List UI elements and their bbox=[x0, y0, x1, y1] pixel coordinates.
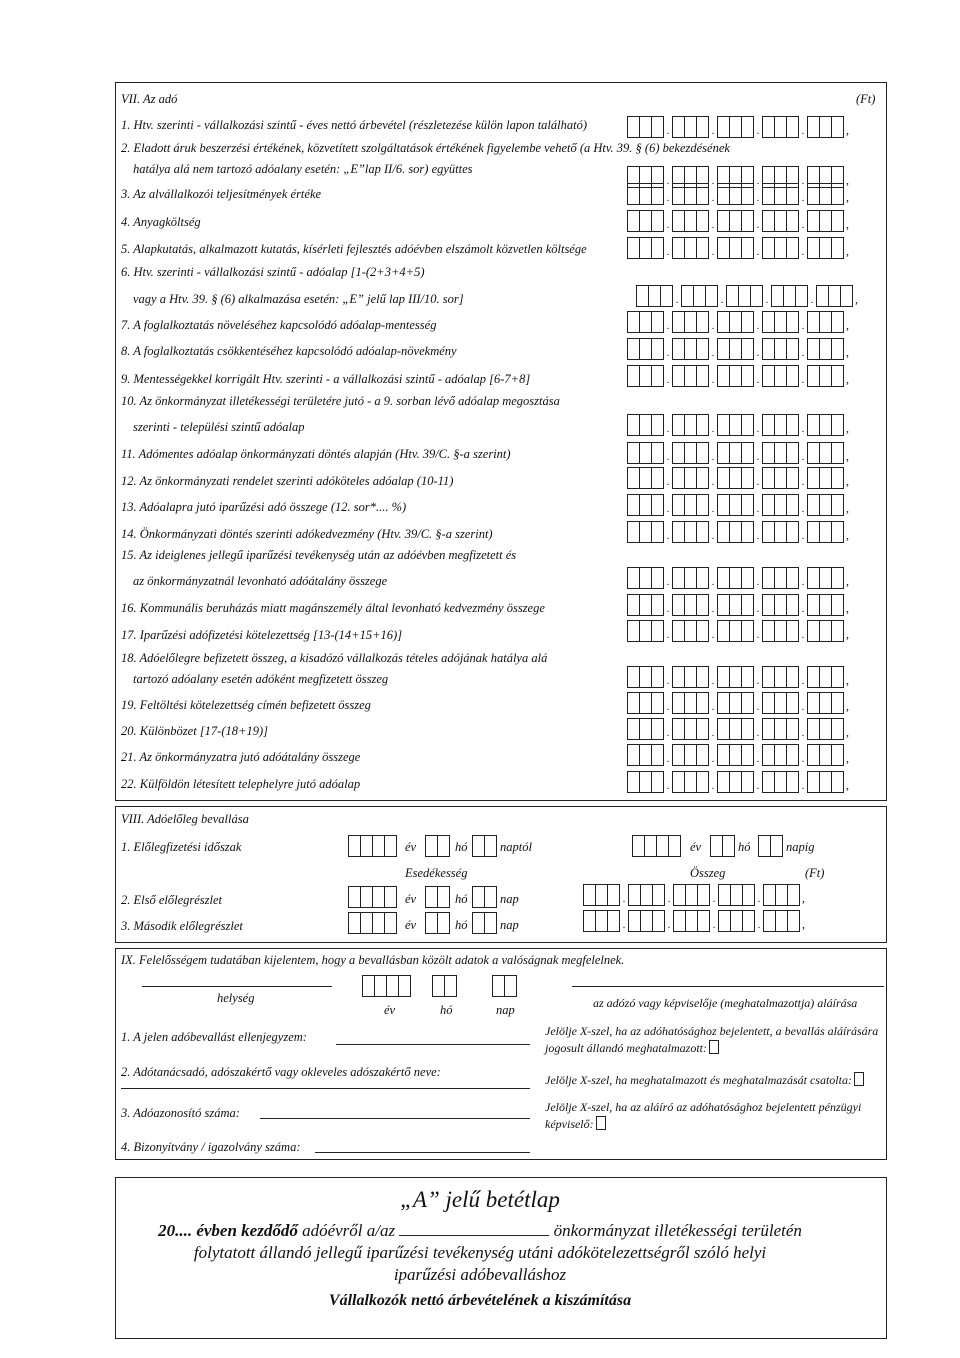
countersign-label: 1. A jelen adóbevallást ellenjegyzem: bbox=[121, 1030, 307, 1044]
second-advance-amount-boxes[interactable]: . . . . , bbox=[583, 910, 810, 932]
note-authorized-line2: jogosult állandó meghatalmazott: bbox=[545, 1040, 719, 1056]
row-2-amount-boxes[interactable]: . . . . , bbox=[627, 166, 854, 188]
row-21-label: 21. Az önkormányzatra jutó adóátalány összege bbox=[121, 750, 361, 764]
row-15-amount-boxes[interactable]: . . . . , bbox=[627, 567, 854, 589]
advisor-name-label: 2. Adótanácsadó, adószakértő vagy okleveles adószakértő neve: bbox=[121, 1065, 441, 1079]
footer-line4: Vállalkozók nettó árbevételének a kiszámítása bbox=[328, 1292, 632, 1309]
place-label: helység bbox=[217, 991, 255, 1005]
advisor-name-line[interactable] bbox=[121, 1088, 530, 1089]
period-to-month-boxes[interactable] bbox=[710, 835, 735, 857]
row-19-amount-boxes[interactable]: . . . . , bbox=[627, 692, 854, 714]
first-advance-year-boxes[interactable] bbox=[348, 886, 397, 908]
row-5-amount-boxes[interactable]: . . . . , bbox=[627, 237, 854, 259]
second-advance-label: 3. Második előlegrészlet bbox=[121, 919, 243, 933]
year-label: év bbox=[384, 1003, 396, 1017]
section-7-unit: (Ft) bbox=[856, 92, 876, 106]
year-label: év bbox=[405, 918, 417, 932]
month-label: hó bbox=[738, 840, 751, 854]
amount-unit: (Ft) bbox=[805, 866, 825, 880]
row-8-amount-boxes[interactable]: . . . . , bbox=[627, 338, 854, 360]
row-13-amount-boxes[interactable]: . . . . , bbox=[627, 494, 854, 516]
row-7-label: 7. A foglalkoztatás növeléséhez kapcsolódó adóalap-mentesség bbox=[121, 318, 437, 332]
row-12-label: 12. Az önkormányzati rendelet szerinti adóköteles adóalap (10-11) bbox=[121, 474, 454, 488]
month-label: hó bbox=[455, 918, 468, 932]
period-from-month-boxes[interactable] bbox=[425, 835, 450, 857]
period-to-day-boxes[interactable] bbox=[758, 835, 783, 857]
representative-checkbox[interactable] bbox=[596, 1116, 606, 1130]
row-11-amount-boxes[interactable]: . . . . , bbox=[627, 442, 854, 464]
row-9-amount-boxes[interactable]: . . . . , bbox=[627, 365, 854, 387]
row-10-label-cont: szerinti - települési szintű adóalap bbox=[133, 420, 305, 434]
row-18-label: 18. Adóelőlegre befizetett összeg, a kisadózó vállalkozás tételes adójának hatálya alá bbox=[121, 651, 548, 665]
month-label: hó bbox=[455, 840, 468, 854]
row-22-label: 22. Külföldön létesített telephelyre jutó adóalap bbox=[121, 777, 361, 791]
note-representative-line2: képviselő: bbox=[545, 1116, 606, 1132]
signature-label: az adózó vagy képviselője (meghatalmazottja) aláírása bbox=[593, 996, 858, 1010]
row-17-label: 17. Iparűzési adófizetési kötelezettség [13-(14+15+16)] bbox=[121, 628, 403, 642]
row-20-amount-boxes[interactable]: . . . . , bbox=[627, 718, 854, 740]
row-17-amount-boxes[interactable]: . . . . , bbox=[627, 620, 854, 642]
year-label: év bbox=[405, 840, 417, 854]
row-18-label-cont: tartozó adóalany esetén adóként megfizetett összeg bbox=[133, 672, 389, 686]
tax-id-label: 3. Adóazonosító száma: bbox=[121, 1106, 240, 1120]
row-10-amount-boxes[interactable]: . . . . , bbox=[627, 414, 854, 436]
from-day-label: naptól bbox=[500, 840, 532, 854]
row-3-label: 3. Az alvállalkozói teljesítmények értéke bbox=[121, 187, 322, 201]
row-9-label: 9. Mentességekkel korrigált Htv. szerinti - a vállalkozási szintű - adóalap [6-7+8] bbox=[121, 372, 531, 386]
row-1-label: 1. Htv. szerinti - vállalkozási szintű - éves nettó árbevétel (részletezése külön lapon található) bbox=[121, 118, 587, 132]
section-8-title: VIII. Adóelőleg bevallása bbox=[121, 812, 249, 826]
sign-date-year-boxes[interactable] bbox=[362, 975, 411, 997]
row-15-label: 15. Az ideiglenes jellegű iparűzési tevékenység után az adóévben megfizetett és bbox=[121, 548, 517, 562]
countersign-line[interactable] bbox=[336, 1044, 530, 1045]
period-from-day-boxes[interactable] bbox=[472, 835, 497, 857]
row-10-label: 10. Az önkormányzat illetékességi területére jutó - a 9. sorban lévő adóalap megosztása bbox=[121, 394, 560, 408]
second-advance-month-boxes[interactable] bbox=[425, 912, 450, 934]
section-7-title: VII. Az adó bbox=[121, 92, 178, 106]
row-20-label: 20. Különbözet [17-(18+19)] bbox=[121, 724, 268, 738]
day-label: nap bbox=[500, 918, 519, 932]
year-label: év bbox=[690, 840, 702, 854]
row-21-amount-boxes[interactable]: . . . . , bbox=[627, 744, 854, 766]
row-16-label: 16. Kommunális beruházás miatt magánszemély által levonható kedvezmény összege bbox=[121, 601, 545, 615]
row-13-label: 13. Adóalapra jutó iparűzési adó összege (12. sor*.... %) bbox=[121, 500, 407, 514]
first-advance-label: 2. Első előlegrészlet bbox=[121, 893, 223, 907]
row-15-label-cont: az önkormányzatnál levonható adóátalány összege bbox=[133, 574, 388, 588]
row-2-label-cont: hatálya alá nem tartozó adóalany esetén: „E”lap II/6. sor) együttes bbox=[133, 162, 473, 176]
first-advance-amount-boxes[interactable]: . . . . , bbox=[583, 884, 810, 906]
day-label: nap bbox=[500, 892, 519, 906]
footer-title: „A” jelű betétlap bbox=[400, 1187, 560, 1212]
due-date-header: Esedékesség bbox=[405, 866, 468, 880]
to-day-label: napig bbox=[786, 840, 815, 854]
row-11-label: 11. Adómentes adóalap önkormányzati döntés alapján (Htv. 39/C. §-a szerint) bbox=[121, 447, 511, 461]
row-16-amount-boxes[interactable]: . . . . , bbox=[627, 594, 854, 616]
row-2-label: 2. Eladott áruk beszerzési értékének, közvetített szolgáltatások értékének figyelembe vehető (a Htv. 39. § (6) bekezdésének bbox=[121, 141, 730, 155]
year-label: év bbox=[405, 892, 417, 906]
row-22-amount-boxes[interactable]: . . . . , bbox=[627, 771, 854, 793]
row-6-amount-boxes[interactable]: . . . . , bbox=[636, 285, 863, 307]
month-label: hó bbox=[455, 892, 468, 906]
row-19-label: 19. Feltöltési kötelezettség címén befizetett összeg bbox=[121, 698, 371, 712]
footer-line2: folytatott állandó jellegű iparűzési tevékenység utáni adókötelezettségről szóló helyi bbox=[193, 1243, 767, 1262]
tax-id-line[interactable] bbox=[260, 1118, 530, 1119]
row-18-amount-boxes[interactable]: . . . . , bbox=[627, 666, 854, 688]
footer-line3: iparűzési adóbevalláshoz bbox=[393, 1265, 567, 1284]
signature-line[interactable] bbox=[572, 986, 884, 987]
day-label: nap bbox=[496, 1003, 515, 1017]
advance-period-label: 1. Előlegfizetési időszak bbox=[121, 840, 242, 854]
row-4-amount-boxes[interactable]: . . . . , bbox=[627, 210, 854, 232]
certificate-label: 4. Bizonyítvány / igazolvány száma: bbox=[121, 1140, 301, 1154]
row-6-label: 6. Htv. szerinti - vállalkozási szintű - adóalap [1-(2+3+4+5) bbox=[121, 265, 425, 279]
attached-checkbox[interactable] bbox=[854, 1072, 864, 1086]
row-4-label: 4. Anyagköltség bbox=[121, 215, 201, 229]
row-14-amount-boxes[interactable]: . . . . , bbox=[627, 521, 854, 543]
row-8-label: 8. A foglalkoztatás csökkentéséhez kapcsolódó adóalap-növekmény bbox=[121, 344, 457, 358]
row-14-label: 14. Önkormányzati döntés szerinti adókedvezmény (Htv. 39/C. §-a szerint) bbox=[121, 527, 493, 541]
row-12-amount-boxes[interactable]: . . . . , bbox=[627, 467, 854, 489]
declaration-text: IX. Felelősségem tudatában kijelentem, hogy a bevallásban közölt adatok a valóságnak megfelelnek. bbox=[121, 953, 625, 967]
month-label: hó bbox=[440, 1003, 453, 1017]
row-7-amount-boxes[interactable]: . . . . , bbox=[627, 311, 854, 333]
second-advance-day-boxes[interactable] bbox=[472, 912, 497, 934]
certificate-line[interactable] bbox=[315, 1152, 530, 1153]
period-from-year-boxes[interactable] bbox=[348, 835, 397, 857]
sign-date-day-boxes[interactable] bbox=[492, 975, 517, 997]
note-authorized-line1: Jelölje X-szel, ha az adóhatósághoz bejelentett, a bevallás aláírására bbox=[545, 1024, 879, 1038]
row-6-label-cont: vagy a Htv. 39. § (6) alkalmazása esetén: „E” jelű lap III/10. sor] bbox=[133, 292, 464, 306]
row-5-label: 5. Alapkutatás, alkalmazott kutatás, kísérleti fejlesztés adóévben elszámolt közvetlen költsége bbox=[121, 242, 587, 256]
row-3-amount-boxes[interactable]: . . . . , bbox=[627, 183, 854, 205]
note-attached: Jelölje X-szel, ha meghatalmazott és meghatalmazását csatolta: bbox=[545, 1072, 864, 1088]
first-advance-month-boxes[interactable] bbox=[425, 886, 450, 908]
note-representative-line1: Jelölje X-szel, ha az aláíró az adóhatósághoz bejelentett pénzügyi bbox=[545, 1100, 862, 1114]
second-advance-year-boxes[interactable] bbox=[348, 912, 397, 934]
period-to-year-boxes[interactable] bbox=[632, 835, 681, 857]
authorized-checkbox[interactable] bbox=[709, 1040, 719, 1054]
row-1-amount-boxes[interactable]: . . . . , bbox=[627, 116, 854, 138]
sign-date-month-boxes[interactable] bbox=[432, 975, 457, 997]
place-input-line[interactable] bbox=[142, 986, 332, 987]
amount-header: Összeg bbox=[690, 866, 726, 880]
first-advance-day-boxes[interactable] bbox=[472, 886, 497, 908]
footer-line1: 20.... évben kezdődő adóévről a/az önkormányzat illetékességi területén bbox=[158, 1221, 802, 1240]
